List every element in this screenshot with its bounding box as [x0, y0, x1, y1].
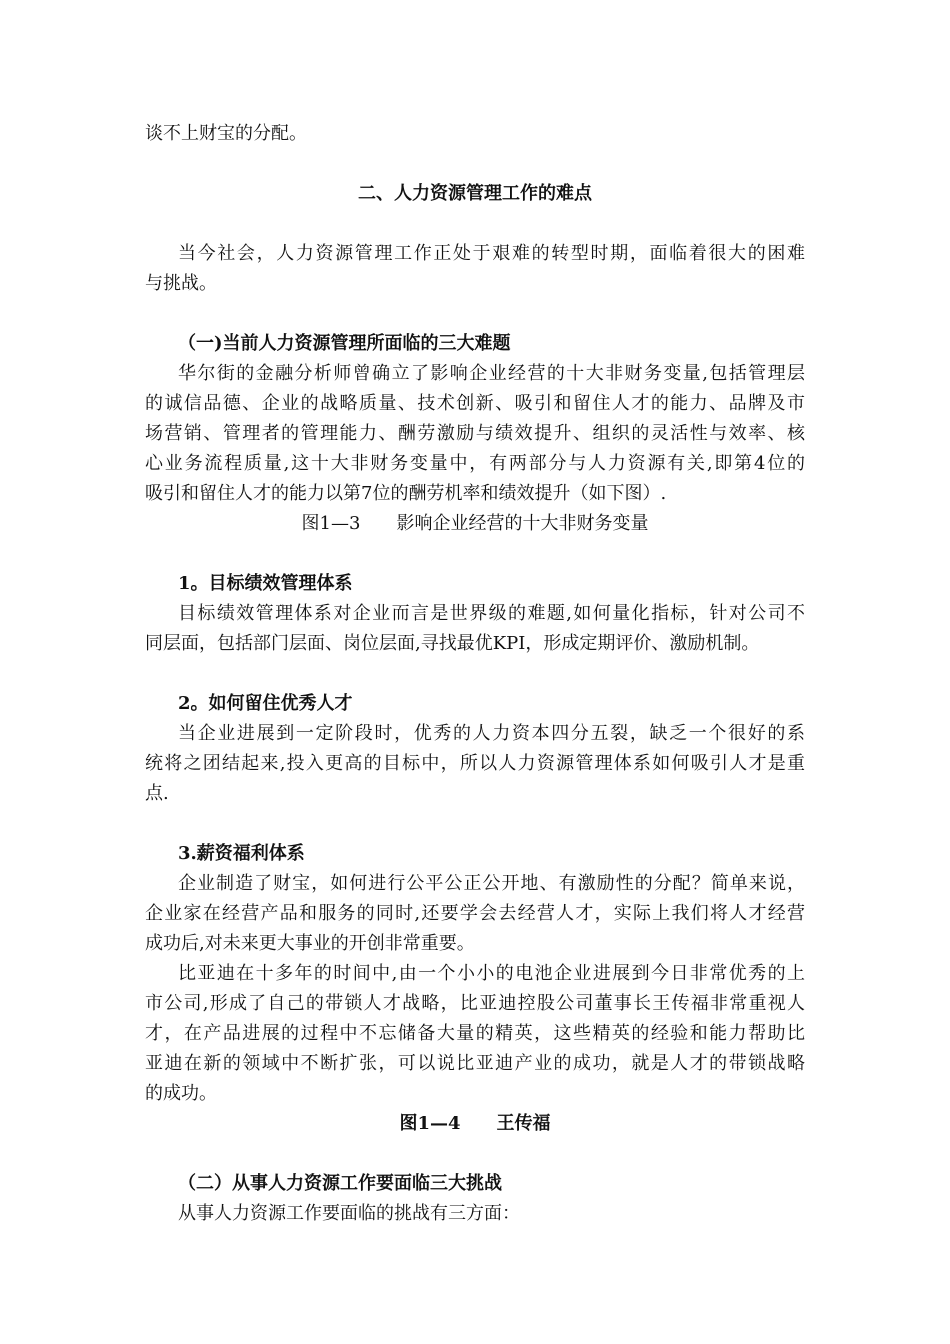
subsection-heading: （一)当前人力资源管理所面临的三大难题	[178, 333, 511, 354]
text-line: 亚迪在新的领域中不断扩张，可以说比亚迪产业的成功，就是人才的带锁战略	[145, 1053, 805, 1074]
text-line: 的诚信品德、企业的战略质量、技术创新、吸引和留住人才的能力、品牌及市	[145, 393, 805, 414]
text-line: 企业家在经营产品和服务的同时,还要学会去经营人才，实际上我们将人才经营	[145, 903, 805, 924]
text-line: 才，在产品进展的过程中不忘储备大量的精英，这些精英的经验和能力帮助比	[145, 1023, 805, 1044]
text-line: 同层面，包括部门层面、岗位层面,寻找最优KPI，形成定期评价、激励机制。	[145, 633, 760, 654]
text-line: 目标绩效管理体系对企业而言是世界级的难题,如何量化指标，针对公司不	[178, 603, 805, 624]
text-line: 点.	[145, 783, 169, 804]
text-line: 的成功。	[145, 1083, 217, 1104]
text-line: 当今社会，人力资源管理工作正处于艰难的转型时期，面临着很大的困难	[178, 243, 805, 264]
text-line: 市公司,形成了自己的带锁人才战略，比亚迪控股公司董事长王传福非常重视人	[145, 993, 805, 1014]
text-line: 心业务流程质量,这十大非财务变量中，有两部分与人力资源有关,即第4位的	[145, 453, 805, 474]
text-line: 企业制造了财宝，如何进行公平公正公开地、有激励性的分配？简单来说，	[178, 873, 805, 894]
text-line: 谈不上财宝的分配。	[145, 123, 307, 144]
text-line: 从事人力资源工作要面临的挑战有三方面：	[178, 1203, 520, 1224]
text-line: 与挑战。	[145, 273, 217, 294]
figure-caption: 图1—3 影响企业经营的十大非财务变量	[301, 513, 649, 534]
text-line: 吸引和留住人才的能力以第7位的酬劳机率和绩效提升（如下图）.	[145, 483, 667, 504]
subsection-heading: （二）从事人力资源工作要面临三大挑战	[178, 1173, 502, 1194]
text-line: 场营销、管理者的管理能力、酬劳激励与绩效提升、组织的灵活性与效率、核	[145, 423, 805, 444]
subsection-heading: 3.薪资福利体系	[178, 843, 305, 864]
section-heading: 二、人力资源管理工作的难点	[358, 183, 592, 204]
text-line: 成功后,对未来更大事业的开创非常重要。	[145, 933, 475, 954]
text-line: 当企业进展到一定阶段时，优秀的人力资本四分五裂，缺乏一个很好的系	[178, 723, 805, 744]
subsection-heading: 2。如何留住优秀人才	[178, 693, 353, 714]
text-line: 华尔街的金融分析师曾确立了影响企业经营的十大非财务变量,包括管理层	[178, 363, 805, 384]
text-line: 比亚迪在十多年的时间中,由一个小小的电池企业进展到今日非常优秀的上	[178, 963, 805, 984]
subsection-heading: 1。目标绩效管理体系	[178, 573, 353, 594]
figure-caption: 图1—4 王传福	[399, 1113, 551, 1134]
text-line: 统将之团结起来,投入更高的目标中，所以人力资源管理体系如何吸引人才是重	[145, 753, 805, 774]
